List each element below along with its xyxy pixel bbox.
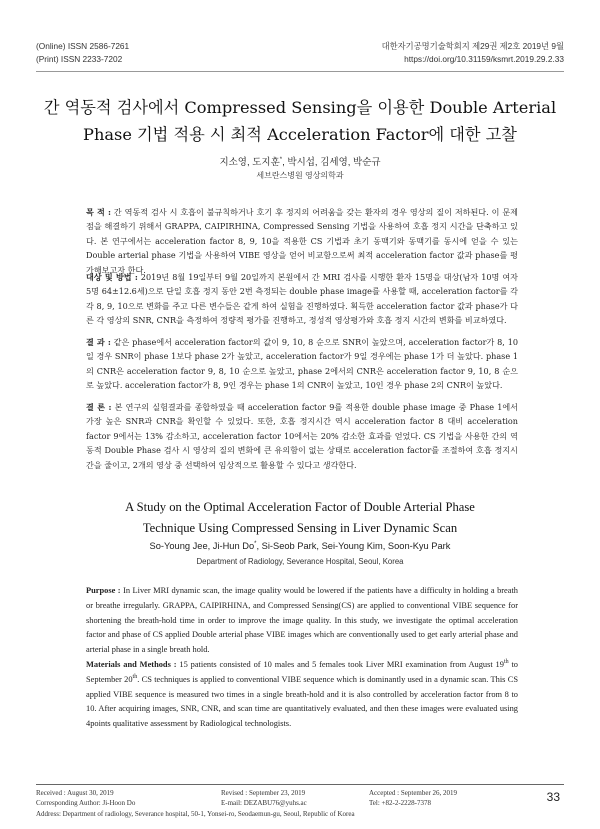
purpose-label-ko: 목 적 : [86, 207, 111, 217]
header-rule [36, 71, 564, 72]
korean-conclusion [86, 400, 518, 472]
methods-text-en-a: 15 patients consisted of 10 males and 5 females took Liver MRI examination from August 19 [176, 660, 504, 669]
corresponding-mark: * [279, 156, 283, 163]
korean-authors-text: 지소영, 도지훈 [219, 157, 280, 168]
korean-title-line-1: 간 역동적 검사에서 Compressed Sensing을 이용한 Double Arterial [43, 98, 557, 117]
telephone: Tel: +82-2-2228-7378 [369, 799, 431, 808]
issn-block [36, 40, 129, 66]
methods-text-ko: 2019년 8월 19일부터 9월 20일까지 본원에서 간 MRI 검사를 시행한 환자 15명을 대상(남자 10명 여자 5명 64±12.6세)으로 단일 호흡 정지 동안 2번 측정되는 double phase image를 사용할 때, acceleration factor를 각각 8, 9, 10으로 변화를 주고 다른 변수들은 같게 하여 실험을 진행하였다. 획득한 acceleration factor 값과 phase가 다른 각 영상의 SNR, CNR을 측정하여 정량적 평가를 진행하고, 정성적 영상평가와 호흡 정지 시간의 변화를 비교하였다. [86, 272, 518, 326]
print-issn: (Print) ISSN 2233-7202 [36, 54, 123, 64]
journal-info: 대한자기공명기술학회지 제29권 제2호 2019년 9월 [381, 41, 564, 51]
korean-methods [86, 270, 518, 328]
address: Address: Department of radiology, Severance hospital, 50-1, Yonsei-ro, Seodaemun-gu, Seoul, Republic of Korea [36, 809, 355, 818]
english-authors-text: So-Young Jee, Ji-Hun Do [149, 541, 255, 551]
ordinal-sup-b: th [132, 674, 138, 680]
journal-block [382, 40, 564, 66]
english-authors [0, 541, 600, 551]
ordinal-sup-a: th [503, 659, 509, 666]
results-text-ko: 같은 phase에서 acceleration factor의 값이 9, 10, 8 순으로 SNR이 높았으며, acceleration factor가 8, 10일 경우 SNR이 phase 1보다 phase 2가 높았고, acceleration factor가 9일 경우에는 phase 1가 더 높았다. phase 1의 CNR은 acceleration factor 9, 8, 10 순으로 높았고, phase 2에서의 CNR은 acceleration factor 9, 10, 8 순으로 높았다. acceleration factor가 8, 9인 경우는 phase 1의 CNR이 높았고, 10인 경우 phase 2의 CNR이 높았다. [86, 337, 518, 391]
footer-block [36, 788, 506, 819]
online-issn: (Online) ISSN 2586-7261 [36, 41, 130, 51]
korean-authors [0, 154, 600, 168]
methods-label-ko: 대상 및 방법 : [86, 272, 138, 282]
methods-text-en-c: . CS techniques is applied to conventional VIBE sequence which is dominantly used in a dynamic scan. This CS applied VIBE sequence is measured two times in a single breath-hold and it is also controlled by acceleration factor from 8 to 10. After acquiring images, SNR, CNR, and scan time are quantitatively evaluated, and then these images were evaluated using 4points qualitative assessment by Radiological technologists. [86, 674, 518, 729]
accepted-date: Accepted : September 26, 2019 [369, 789, 458, 797]
korean-title-line-2: Phase 기법 적용 시 최적 Acceleration Factor에 대한 고찰 [83, 125, 517, 144]
corresponding-mark-en: * [254, 540, 257, 547]
doi-link[interactable]: https://doi.org/10.31159/ksmrt.2019.29.2.33 [404, 54, 564, 64]
english-affiliation: Department of Radiology, Severance Hospital, Seoul, Korea [196, 557, 404, 566]
english-title-line-1: A Study on the Optimal Acceleration Factor of Double Arterial Phase [125, 500, 475, 514]
page-header [36, 40, 564, 70]
purpose-text-en: In Liver MRI dynamic scan, the image quality would be lowered if the patients have a difficulty in holding a breath or breathe irregularly. GRAPPA, CAIPIRHINA, and Compressed Sensing(CS) are applied to conventional VIBE sequence for shortening the breath-hold time in order to improve the image quality. In this study, we investigate the optimal acceleration factor and phase of CS applied Double arterial phase VIBE images which are conventionally used to get early arterial phase and arterial phase in a single breath hold. [86, 586, 518, 655]
email: E-mail: DEZABU76@yuhs.ac [221, 799, 307, 808]
english-title [40, 497, 560, 539]
korean-results [86, 335, 518, 393]
korean-purpose [86, 205, 518, 277]
corresponding-author: Corresponding Author: Ji-Hoon Do [36, 799, 136, 808]
english-title-line-2: Technique Using Compressed Sensing in Liver Dynamic Scan [142, 521, 458, 535]
received-date: Received : August 30, 2019 [36, 789, 114, 797]
revised-date: Revised : September 23, 2019 [221, 789, 306, 797]
results-label-ko: 결 과 : [86, 337, 111, 347]
english-authors-text-2: , Si-Seob Park, Sei-Young Kim, Soon-Kyu Park [256, 541, 451, 551]
english-purpose [86, 584, 518, 658]
methods-label-en: Materials and Methods : [86, 660, 177, 669]
methods-text-en-b: to September 20 [86, 660, 518, 684]
korean-title [40, 94, 560, 148]
conclusion-label-ko: 결 론 : [86, 402, 112, 412]
footer-rule [36, 784, 564, 785]
korean-affiliation: 세브란스병원 영상의학과 [256, 171, 344, 180]
korean-authors-text-2: , 박시섭, 김세영, 박순규 [282, 157, 381, 168]
english-methods [86, 658, 518, 732]
purpose-label-en: Purpose : [86, 586, 121, 595]
page-number: 33 [546, 790, 560, 804]
conclusion-text-ko: 본 연구의 실험결과를 종합하였을 때 acceleration factor 9를 적용한 double phase image 중 Phase 1에서 가장 높은 SNR과 CNR을 확인할 수 있었다. 또한, 호흡 정지시간 역시 acceleration factor 8 대비 acceleration factor 9에서는 13% 감소하고, acceleration factor 10에서는 20% 감소한 효과를 얻었다. CS 기법을 사용한 간의 역동적 Double Phase 검사 시 영상의 질의 변화에 큰 유의함이 없는 상태로 acceleration factor를 조절하여 호흡 정지시간을 줄이고, 2개의 영상 중 선택하여 임상적으로 활용할 수 있다고 생각한다. [86, 402, 519, 470]
purpose-text-ko: 간 역동적 검사 시 호흡이 불규칙하거나 호기 후 정지의 어려움을 갖는 환자의 경우 영상의 질이 저하된다. 이 문제점을 해결하기 위해서 GRAPPA, CAIPIRHINA, Compressed Sensing 기법을 사용하여 호흡 정지 시간을 단축하고 있다. 본 연구에서는 acceleration factor 8, 9, 10을 적용한 CS 기법과 초기 동맥기와 동맥기를 동시에 얻을 수 있는 Double arterial phase 기법을 사용하여 VIBE 영상을 얻어 비교함으로써 최적 acceleration factor 값과 phase를 평가해보고자 한다. [86, 207, 518, 275]
